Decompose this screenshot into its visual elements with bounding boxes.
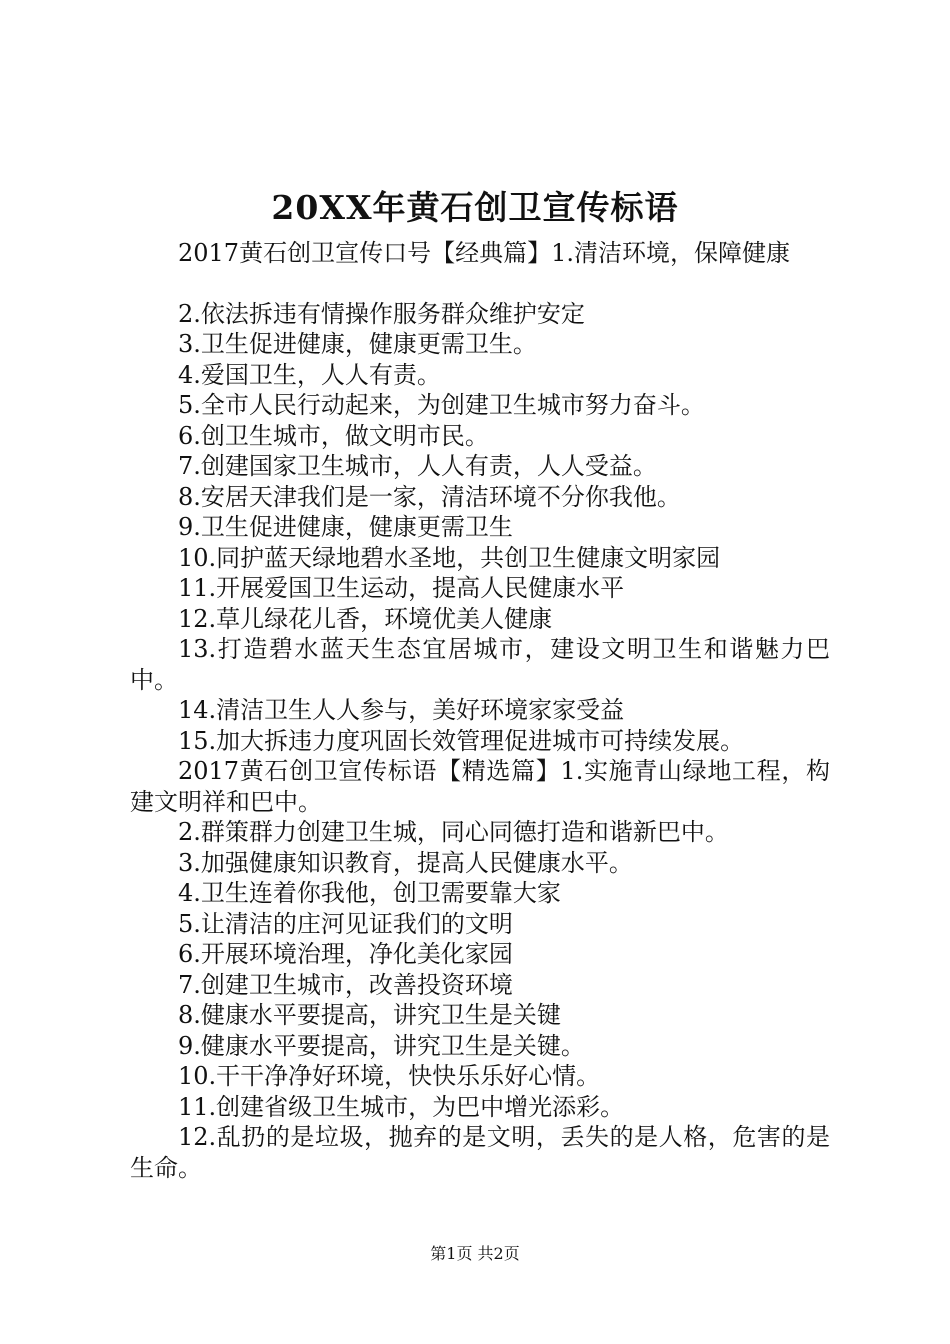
paragraph-11: 11.开展爱国卫生运动，提高人民健康水平 [178,574,625,602]
paragraph-26: 11.创建省级卫生城市，为巴中增光添彩。 [178,1092,625,1121]
paragraph-22: 7.创建卫生城市，改善投资环境 [178,970,513,999]
paragraph-25: 10.干干净净好环境，快快乐乐好心情。 [178,1062,601,1090]
paragraph-16: 2017黄石创卫宣传标语【精选篇】1.实施青山绿地工程，构建文明祥和巴中。 [130,757,830,816]
paragraph-17: 2.群策群力创建卫生城，同心同德打造和谐新巴中。 [178,818,729,846]
paragraph-24: 9.健康水平要提高，讲究卫生是关键。 [178,1031,585,1060]
page-footer: 第1页 共2页 [430,1244,520,1263]
paragraph-3: 3.卫生促进健康，健康更需卫生。 [178,330,537,358]
paragraph-5: 5.全市人民行动起来，为创建卫生城市努力奋斗。 [178,391,705,419]
paragraph-4: 4.爱国卫生，人人有责。 [178,360,441,389]
document-body [130,238,830,1183]
paragraph-7: 7.创建国家卫生城市，人人有责，人人受益。 [178,452,657,480]
paragraph-18: 3.加强健康知识教育，提高人民健康水平。 [178,848,633,877]
paragraph-20: 5.让清洁的庄河见证我们的文明 [178,909,513,938]
paragraph-9: 9.卫生促进健康，健康更需卫生 [178,513,513,541]
blank-line [130,269,830,299]
paragraph-15: 15.加大拆违力度巩固长效管理促进城市可持续发展。 [178,726,745,755]
paragraph-19: 4.卫生连着你我他，创卫需要靠大家 [178,879,561,907]
paragraph-10: 10.同护蓝天绿地碧水圣地，共创卫生健康文明家园 [178,543,721,572]
paragraph-6: 6.创卫生城市，做文明市民。 [178,421,489,450]
paragraph-8: 8.安居天津我们是一家，清洁环境不分你我他。 [178,482,681,511]
paragraph-21: 6.开展环境治理，净化美化家园 [178,940,513,968]
paragraph-13: 13.打造碧水蓝天生态宜居城市，建设文明卫生和谐魅力巴中。 [130,635,830,694]
paragraph-23: 8.健康水平要提高，讲究卫生是关键 [178,1001,561,1029]
paragraph-12: 12.草儿绿花儿香，环境优美人健康 [178,604,553,633]
paragraph-27: 12.乱扔的是垃圾，抛弃的是文明，丢失的是人格，危害的是生命。 [130,1123,830,1182]
paragraph-14: 14.清洁卫生人人参与，美好环境家家受益 [178,696,625,724]
paragraph-2: 2.依法拆违有情操作服务群众维护安定 [178,299,585,328]
paragraph-1: 2017黄石创卫宣传口号【经典篇】1.清洁环境，保障健康 [178,239,790,267]
document-title: 20XX年黄石创卫宣传标语 [271,188,679,227]
